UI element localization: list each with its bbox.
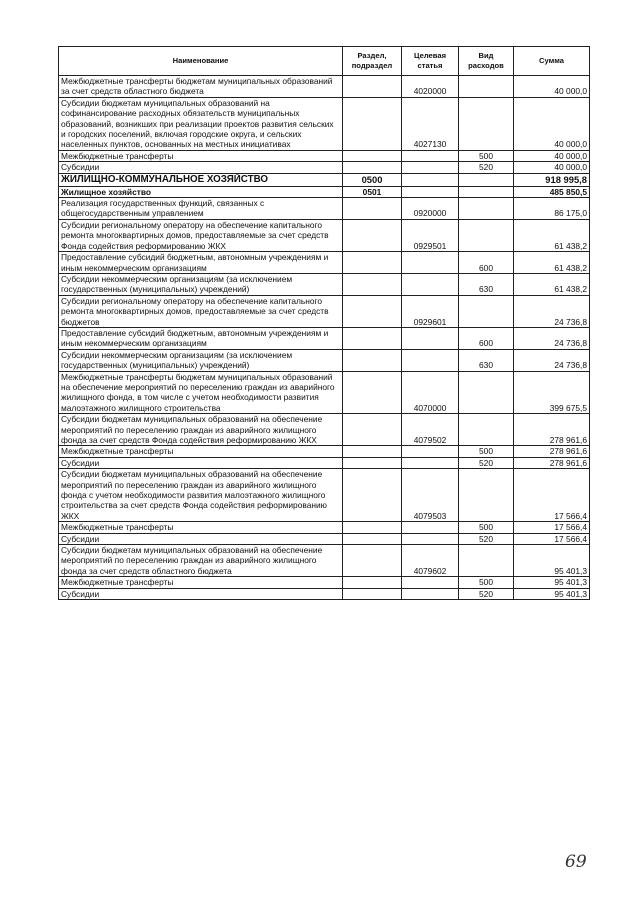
table-body	[59, 76, 590, 600]
table-row	[59, 327, 590, 349]
table-row	[59, 295, 590, 327]
row-section	[343, 522, 402, 533]
row-target: 0920000	[402, 198, 459, 220]
row-sum: 95 401,3	[514, 577, 590, 588]
row-section	[343, 371, 402, 414]
row-section	[343, 349, 402, 371]
table-row	[59, 273, 590, 295]
row-type	[459, 198, 514, 220]
row-target	[402, 446, 459, 457]
table-row	[59, 162, 590, 173]
row-type	[459, 371, 514, 414]
row-name: Межбюджетные трансферты	[59, 522, 343, 533]
row-section	[343, 295, 402, 327]
row-target: 4027130	[402, 97, 459, 150]
row-name: Межбюджетные трансферты бюджетам муниципальных образований на обеспечение мероприятий по переселению граждан из аварийного жилищного фонда, в том числе с учетом необходимости развития малоэтажного жилищного строительства	[59, 371, 343, 414]
row-sum: 278 961,6	[514, 457, 590, 468]
row-section	[343, 198, 402, 220]
row-name: Субсидии	[59, 162, 343, 173]
table-row	[59, 545, 590, 577]
row-sum: 40 000,0	[514, 76, 590, 98]
table-row	[59, 150, 590, 161]
row-section	[343, 457, 402, 468]
row-section: 0501	[343, 186, 402, 197]
row-section	[343, 219, 402, 251]
row-section: 0500	[343, 173, 402, 186]
row-sum: 40 000,0	[514, 97, 590, 150]
row-type	[459, 173, 514, 186]
budget-table	[58, 46, 590, 600]
row-sum: 24 736,8	[514, 349, 590, 371]
table-row	[59, 219, 590, 251]
row-sum: 17 566,4	[514, 533, 590, 544]
row-section	[343, 533, 402, 544]
row-sum: 17 566,4	[514, 469, 590, 522]
row-type	[459, 97, 514, 150]
row-target	[402, 349, 459, 371]
row-name: Межбюджетные трансферты бюджетам муниципальных образований за счет средств областного бюджета	[59, 76, 343, 98]
row-sum: 918 995,8	[514, 173, 590, 186]
header-name: Наименование	[59, 47, 343, 76]
row-type: 520	[459, 162, 514, 173]
row-name: Межбюджетные трансферты	[59, 577, 343, 588]
row-type: 600	[459, 252, 514, 274]
row-sum: 95 401,3	[514, 588, 590, 599]
row-name: Субсидии	[59, 588, 343, 599]
row-target: 4079503	[402, 469, 459, 522]
table-row	[59, 76, 590, 98]
row-section	[343, 97, 402, 150]
row-sum: 40 000,0	[514, 150, 590, 161]
row-section	[343, 414, 402, 446]
row-target	[402, 273, 459, 295]
table-row	[59, 522, 590, 533]
row-type: 600	[459, 327, 514, 349]
row-target	[402, 186, 459, 197]
table-row	[59, 533, 590, 544]
table-row	[59, 457, 590, 468]
header-type: Вид расходов	[459, 47, 514, 76]
row-name: Предоставление субсидий бюджетным, автономным учреждениям и иным некоммерческим организациям	[59, 252, 343, 274]
row-target	[402, 577, 459, 588]
row-name: ЖИЛИЩНО-КОММУНАЛЬНОЕ ХОЗЯЙСТВО	[59, 173, 343, 186]
row-name: Субсидии некоммерческим организациям (за исключением государственных (муниципальных) учреждений)	[59, 273, 343, 295]
table-row	[59, 186, 590, 197]
row-type: 500	[459, 150, 514, 161]
row-sum: 485 850,5	[514, 186, 590, 197]
table-row	[59, 252, 590, 274]
row-target	[402, 522, 459, 533]
row-section	[343, 162, 402, 173]
row-target	[402, 150, 459, 161]
row-name: Субсидии бюджетам муниципальных образований на обеспечение мероприятий по переселению граждан из аварийного жилищного фонда за счет средств областного бюджета	[59, 545, 343, 577]
row-name: Субсидии	[59, 533, 343, 544]
row-sum: 24 736,8	[514, 295, 590, 327]
row-type: 520	[459, 588, 514, 599]
row-sum: 40 000,0	[514, 162, 590, 173]
row-type: 500	[459, 446, 514, 457]
table-row	[59, 414, 590, 446]
row-name: Межбюджетные трансферты	[59, 150, 343, 161]
row-section	[343, 327, 402, 349]
row-sum: 61 438,2	[514, 219, 590, 251]
row-sum: 86 175,0	[514, 198, 590, 220]
table-row	[59, 588, 590, 599]
row-name: Жилищное хозяйство	[59, 186, 343, 197]
row-section	[343, 273, 402, 295]
row-target: 4079502	[402, 414, 459, 446]
table-row	[59, 446, 590, 457]
row-name: Межбюджетные трансферты	[59, 446, 343, 457]
row-section	[343, 446, 402, 457]
header-section: Раздел, подраздел	[343, 47, 402, 76]
row-sum: 61 438,2	[514, 273, 590, 295]
row-target: 0929601	[402, 295, 459, 327]
row-sum: 95 401,3	[514, 545, 590, 577]
row-sum: 17 566,4	[514, 522, 590, 533]
table-row	[59, 97, 590, 150]
row-type	[459, 469, 514, 522]
row-name: Субсидии	[59, 457, 343, 468]
row-target	[402, 252, 459, 274]
row-sum: 24 736,8	[514, 327, 590, 349]
table-row	[59, 198, 590, 220]
row-section	[343, 577, 402, 588]
row-target	[402, 457, 459, 468]
row-type	[459, 186, 514, 197]
row-target	[402, 327, 459, 349]
table-row	[59, 577, 590, 588]
row-section	[343, 545, 402, 577]
table-row	[59, 349, 590, 371]
row-name: Предоставление субсидий бюджетным, автономным учреждениям и иным некоммерческим организациям	[59, 327, 343, 349]
row-name: Субсидии бюджетам муниципальных образований на обеспечение мероприятий по переселению граждан из аварийного жилищного фонда за счет средств Фонда содействия реформированию ЖКХ	[59, 414, 343, 446]
row-type: 500	[459, 577, 514, 588]
row-section	[343, 76, 402, 98]
page-number: 69	[565, 852, 587, 872]
row-type: 630	[459, 349, 514, 371]
row-name: Субсидии региональному оператору на обеспечение капитального ремонта многоквартирных домов, предоставляемые за счет средств бюджетов	[59, 295, 343, 327]
row-target	[402, 588, 459, 599]
table-row	[59, 371, 590, 414]
row-type	[459, 545, 514, 577]
row-sum: 278 961,6	[514, 446, 590, 457]
row-sum: 399 675,5	[514, 371, 590, 414]
row-type: 500	[459, 522, 514, 533]
row-type	[459, 219, 514, 251]
row-type	[459, 414, 514, 446]
row-target: 4020000	[402, 76, 459, 98]
row-target: 0929501	[402, 219, 459, 251]
row-target: 4079602	[402, 545, 459, 577]
row-target	[402, 533, 459, 544]
row-name: Субсидии бюджетам муниципальных образований на обеспечение мероприятий по переселению граждан из аварийного жилищного фонда с учетом необходимости развития малоэтажного жилищного строительства за счет средств Фонда содействия реформированию ЖКХ	[59, 469, 343, 522]
table-header-row	[59, 47, 590, 76]
row-type	[459, 295, 514, 327]
row-type: 630	[459, 273, 514, 295]
row-section	[343, 588, 402, 599]
table-row	[59, 469, 590, 522]
row-section	[343, 150, 402, 161]
row-type	[459, 76, 514, 98]
row-section	[343, 252, 402, 274]
table-row	[59, 173, 590, 186]
header-sum: Сумма	[514, 47, 590, 76]
row-sum: 61 438,2	[514, 252, 590, 274]
row-target	[402, 162, 459, 173]
row-section	[343, 469, 402, 522]
row-type: 520	[459, 533, 514, 544]
row-sum: 278 961,6	[514, 414, 590, 446]
row-name: Субсидии региональному оператору на обеспечение капитального ремонта многоквартирных домов, предоставляемые за счет средств Фонда содействия реформированию ЖКХ	[59, 219, 343, 251]
row-name: Субсидии некоммерческим организациям (за исключением государственных (муниципальных) учреждений)	[59, 349, 343, 371]
row-target	[402, 173, 459, 186]
row-type: 520	[459, 457, 514, 468]
row-name: Субсидии бюджетам муниципальных образований на софинансирование расходных обязательств муниципальных образований, возникших при реализации проектов развития сельских и городских поселений, включая городские округа, и сельских населенных пунктов, основанных на местных инициативах	[59, 97, 343, 150]
row-target: 4070000	[402, 371, 459, 414]
row-name: Реализация государственных функций, связанных с общегосударственным управлением	[59, 198, 343, 220]
header-target: Целевая статья	[402, 47, 459, 76]
